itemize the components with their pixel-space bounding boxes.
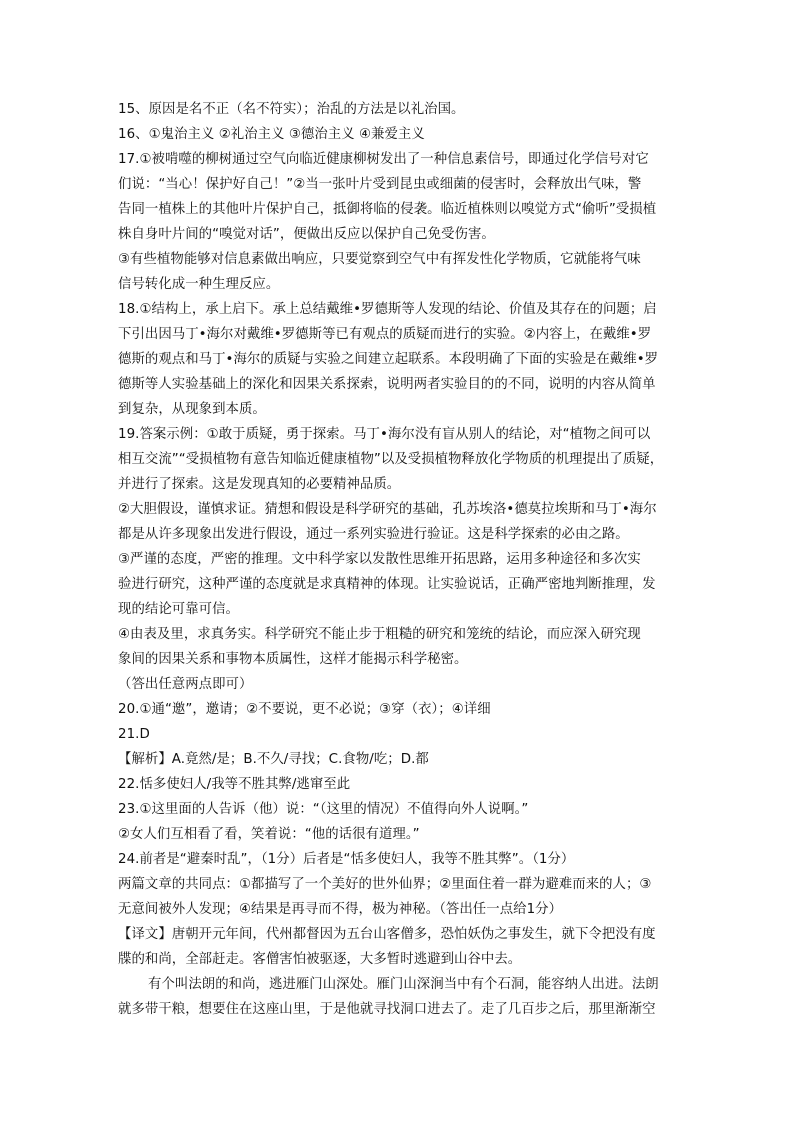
answer-16: 16、①鬼治主义 ②礼治主义 ③德治主义 ④兼爱主义 [118, 127, 425, 142]
answer-18-line-4: 德斯等人实验基础上的深化和因果关系探索，说明两者实验目的的不同，说明的内容从简单 [118, 377, 656, 392]
answer-15: 15、原因是名不正（名不符实）；治乱的方法是以礼治国。 [118, 102, 465, 117]
translation-line-4: 就多带干粮，想要住在这座山里，于是他就寻找洞口进去了。走了几百步之后，那里渐渐空 [118, 1002, 656, 1017]
answer-24-line-1: 24.前者是“避秦时乱”，（1分）后者是“恬多使妇人，我等不胜其弊”。（1分） [118, 852, 575, 867]
answer-22: 22.恬多使妇人/我等不胜其弊/逃窜至此 [118, 777, 351, 792]
answer-19-line-5: 都是从许多现象出发进行假设，通过一系列实验进行验证。这是科学探索的必由之路。 [118, 527, 629, 542]
answer-24-line-3: 无意间被外人发现；④结果是再寻而不得，极为神秘。（答出任一点给1分） [118, 902, 563, 917]
answer-20: 20.①通“邀”，邀请；②不要说，更不必说；③穿（衣）；④详细 [118, 702, 491, 717]
answer-19-line-7: 验进行研究，这种严谨的态度就是求真精神的体现。让实验说话，正确严密地判断推理，发 [118, 577, 656, 592]
answer-19-line-9: ④由表及里，求真务实。科学研究不能止步于粗糙的研究和笼统的结论，而应深入研究现 [118, 627, 641, 642]
answer-17-line-1: 17.①被啃噬的柳树通过空气向临近健康柳树发出了一种信息素信号，即通过化学信号对它 [118, 152, 649, 167]
answer-19-line-8: 现的结论可靠可信。 [118, 602, 239, 617]
answer-18-line-2: 下引出因马丁•海尔对戴维•罗德斯等已有观点的质疑而进行的实验。②内容上，在戴维•罗 [118, 327, 652, 342]
translation-line-1: 【译文】唐朝开元年间，代州都督因为五台山客僧多，恐怕妖伪之事发生，就下令把没有度 [118, 927, 656, 942]
answer-17-line-4: 株自身叶片间的“嗅觉对话”，便做出反应以保护自己免受伤害。 [118, 227, 495, 242]
answer-17-line-2: 们说：“当心！保护好自己！”②当一张叶片受到昆虫或细菌的侵害时，会释放出气味，警 [118, 177, 642, 192]
answer-19-line-1: 19.答案示例：①敢于质疑，勇于探索。马丁•海尔没有盲从别人的结论，对“植物之间可以 [118, 427, 651, 442]
answer-19-line-10: 象间的因果关系和事物本质属性，这样才能揭示科学秘密。 [118, 652, 468, 667]
answer-18-line-1: 18.①结构上，承上启下。承上总结戴维•罗德斯等人发现的结论、价值及其存在的问题；启 [118, 302, 657, 317]
answer-24-line-2: 两篇文章的共同点：①都描写了一个美好的世外仙界；②里面住着一群为避难而来的人；③ [118, 877, 652, 892]
answer-18-line-5: 到复杂，从现象到本质。 [118, 402, 266, 417]
answer-23-line-2: ②女人们互相看了看，笑着说：“他的话很有道理。” [118, 827, 420, 842]
answer-19-line-4: ②大胆假设，谨慎求证。猜想和假设是科学研究的基础，孔苏埃洛•德莫拉埃斯和马丁•海尔 [118, 502, 657, 517]
answer-17-line-6: 信号转化成一种生理反应。 [118, 277, 280, 292]
answer-19-note: （答出任意两点即可） [118, 677, 253, 692]
translation-line-3: 有个叫法朗的和尚，逃进雁门山深处。雁门山深涧当中有个石洞，能容纳人出进。法朗 [148, 977, 659, 992]
answer-21-analysis: 【解析】A.竟然/是；B.不久/寻找；C.食物/吃；D.都 [118, 752, 429, 767]
answer-19-line-6: ③严谨的态度，严密的推理。文中科学家以发散性思维开拓思路，运用多种途径和多次实 [118, 552, 641, 567]
answer-23-line-1: 23.①这里面的人告诉（他）说：“（这里的情况）不值得向外人说啊。” [118, 802, 529, 817]
answer-21: 21.D [118, 727, 150, 742]
translation-line-2: 牒的和尚，全部赶走。客僧害怕被驱逐，大多暂时逃避到山谷中去。 [118, 952, 522, 967]
answer-19-line-2: 相互交流”“受损植物有意告知临近健康植物”以及受损植物释放化学物质的机理提出了质疑， [118, 452, 664, 467]
answer-17-line-5: ③有些植物能够对信息素做出响应，只要觉察到空气中有挥发性化学物质，它就能将气味 [118, 252, 641, 267]
answer-17-line-3: 告同一植株上的其他叶片保护自己，抵御将临的侵袭。临近植株则以嗅觉方式“偷听”受损植 [118, 202, 657, 217]
answer-18-line-3: 德斯的观点和马丁•海尔的质疑与实验之间建立起联系。本段明确了下面的实验是在戴维•罗 [118, 352, 659, 367]
answer-19-line-3: 并进行了探索。这是发现真知的必要精神品质。 [118, 477, 401, 492]
